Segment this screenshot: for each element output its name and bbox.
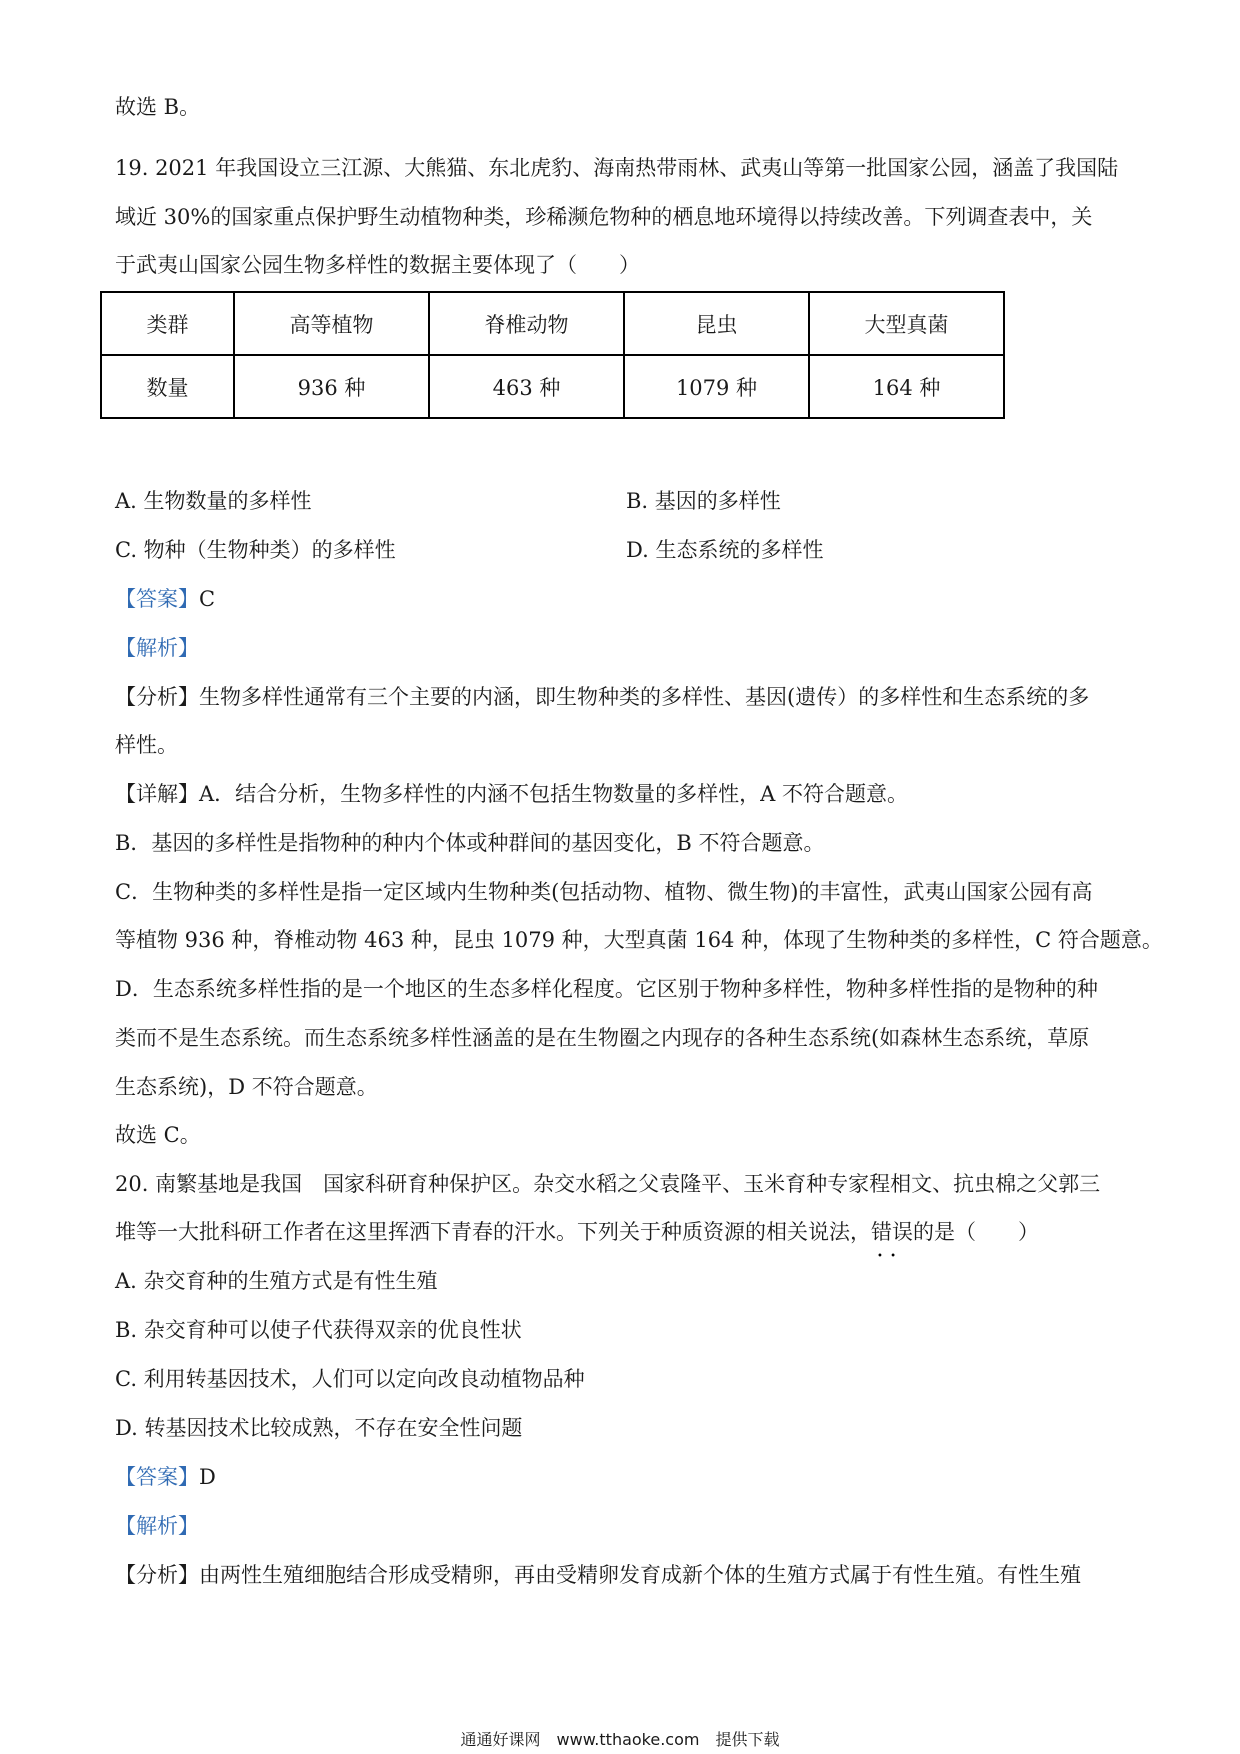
- table-cell: 高等植物: [234, 292, 429, 355]
- table-cell: 164 种: [809, 355, 1004, 418]
- q20-stem-text-end: 的是（ ）: [913, 1220, 1039, 1244]
- q19-option-b: B. 基因的多样性: [626, 489, 781, 513]
- analysis-tag: 【解析】: [115, 636, 199, 660]
- q20-answer-line: [115, 1462, 1135, 1492]
- table-cell: 1079 种: [624, 355, 809, 418]
- fenxi-tag: 【分析】: [115, 1563, 199, 1587]
- q19-stem-line-1: 19. 2021 年我国设立三江源、大熊猫、东北虎豹、海南热带雨林、武夷山等第一批国家公园，涵盖了我国陆: [115, 156, 1119, 180]
- table-cell: 数量: [101, 355, 234, 418]
- q19-answer-line: [115, 584, 1135, 614]
- table-header-row: [101, 292, 1004, 355]
- page-footer: 通通好课网 www.tthaoke.com 提供下载: [460, 1730, 780, 1749]
- q19-xiangjie-line-7: 生态系统)，D 不符合题意。: [115, 1075, 378, 1099]
- q19-xiangjie-line-4: 等植物 936 种，脊椎动物 463 种，昆虫 1079 种，大型真菌 164 种，体现了生物种类的多样性，C 符合题意。: [115, 928, 1163, 952]
- q19-analysis-heading: [115, 633, 1135, 663]
- q20-stem-emphasis: 错误 • •: [871, 1220, 913, 1244]
- answer-value: C: [199, 587, 216, 611]
- q20-option-c: C. 利用转基因技术，人们可以定向改良动植物品种: [115, 1367, 585, 1391]
- q20-stem-line-2: [115, 1217, 1135, 1247]
- xiangjie-text: A．结合分析，生物多样性的内涵不包括生物数量的多样性，A 不符合题意。: [199, 782, 909, 806]
- q19-xiangjie-line-6: 类而不是生态系统。而生态系统多样性涵盖的是在生物圈之内现存的各种生态系统(如森林生态系统，草原: [115, 1026, 1090, 1050]
- q20-option-b: B. 杂交育种可以使子代获得双亲的优良性状: [115, 1318, 522, 1342]
- analysis-tag: 【解析】: [115, 1514, 199, 1538]
- table-cell: 类群: [101, 292, 234, 355]
- answer-value: D: [199, 1465, 216, 1489]
- table-row: [101, 355, 1004, 418]
- fenxi-tag: 【分析】: [115, 685, 199, 709]
- table-cell: 昆虫: [624, 292, 809, 355]
- table-cell: 大型真菌: [809, 292, 1004, 355]
- prev-conclusion: 故选 B。: [115, 95, 201, 119]
- xiangjie-tag: 【详解】: [115, 782, 199, 806]
- table-cell: 脊椎动物: [429, 292, 624, 355]
- survey-table: [100, 291, 1005, 419]
- q19-stem-line-3: 于武夷山国家公园生物多样性的数据主要体现了（ ）: [115, 253, 640, 277]
- q19-fenxi-line-1: [115, 682, 1135, 712]
- q20-fenxi-line-1: [115, 1560, 1135, 1590]
- q20-stem-text: 堆等一大批科研工作者在这里挥洒下青春的汗水。下列关于种质资源的相关说法，: [115, 1220, 871, 1244]
- q19-conclusion: 故选 C。: [115, 1123, 201, 1147]
- q19-xiangjie-line-1: [115, 779, 1135, 809]
- fenxi-text: 由两性生殖细胞结合形成受精卵，再由受精卵发育成新个体的生殖方式属于有性生殖。有性生殖: [199, 1563, 1081, 1587]
- q19-xiangjie-line-3: C．生物种类的多样性是指一定区域内生物种类(包括动物、植物、微生物)的丰富性，武夷山国家公园有高: [115, 880, 1093, 904]
- q19-xiangjie-line-5: D．生态系统多样性指的是一个地区的生态多样化程度。它区别于物种多样性，物种多样性指的是物种的种: [115, 977, 1098, 1001]
- q19-option-c: C. 物种（生物种类）的多样性: [115, 538, 396, 562]
- q19-option-d: D. 生态系统的多样性: [626, 538, 824, 562]
- q20-stem-line-1: 20. 南繁基地是我国 国家科研育种保护区。杂交水稻之父袁隆平、玉米育种专家程相文、抗虫棉之父郭三: [115, 1172, 1101, 1196]
- q20-analysis-heading: [115, 1511, 1135, 1541]
- q19-stem-line-2: 域近 30%的国家重点保护野生动植物种类，珍稀濒危物种的栖息地环境得以持续改善。下列调查表中，关: [115, 205, 1093, 229]
- q20-option-a: A. 杂交育种的生殖方式是有性生殖: [115, 1269, 438, 1293]
- q19-fenxi-line-2: 样性。: [115, 733, 178, 757]
- q19-xiangjie-line-2: B．基因的多样性是指物种的种内个体或种群间的基因变化，B 不符合题意。: [115, 831, 825, 855]
- q19-option-a: A. 生物数量的多样性: [115, 489, 312, 513]
- table-cell: 936 种: [234, 355, 429, 418]
- q20-option-d: D. 转基因技术比较成熟，不存在安全性问题: [115, 1416, 523, 1440]
- answer-tag: 【答案】: [115, 1465, 199, 1489]
- table-cell: 463 种: [429, 355, 624, 418]
- fenxi-text: 生物多样性通常有三个主要的内涵，即生物种类的多样性、基因(遗传）的多样性和生态系统的多: [199, 685, 1090, 709]
- answer-tag: 【答案】: [115, 587, 199, 611]
